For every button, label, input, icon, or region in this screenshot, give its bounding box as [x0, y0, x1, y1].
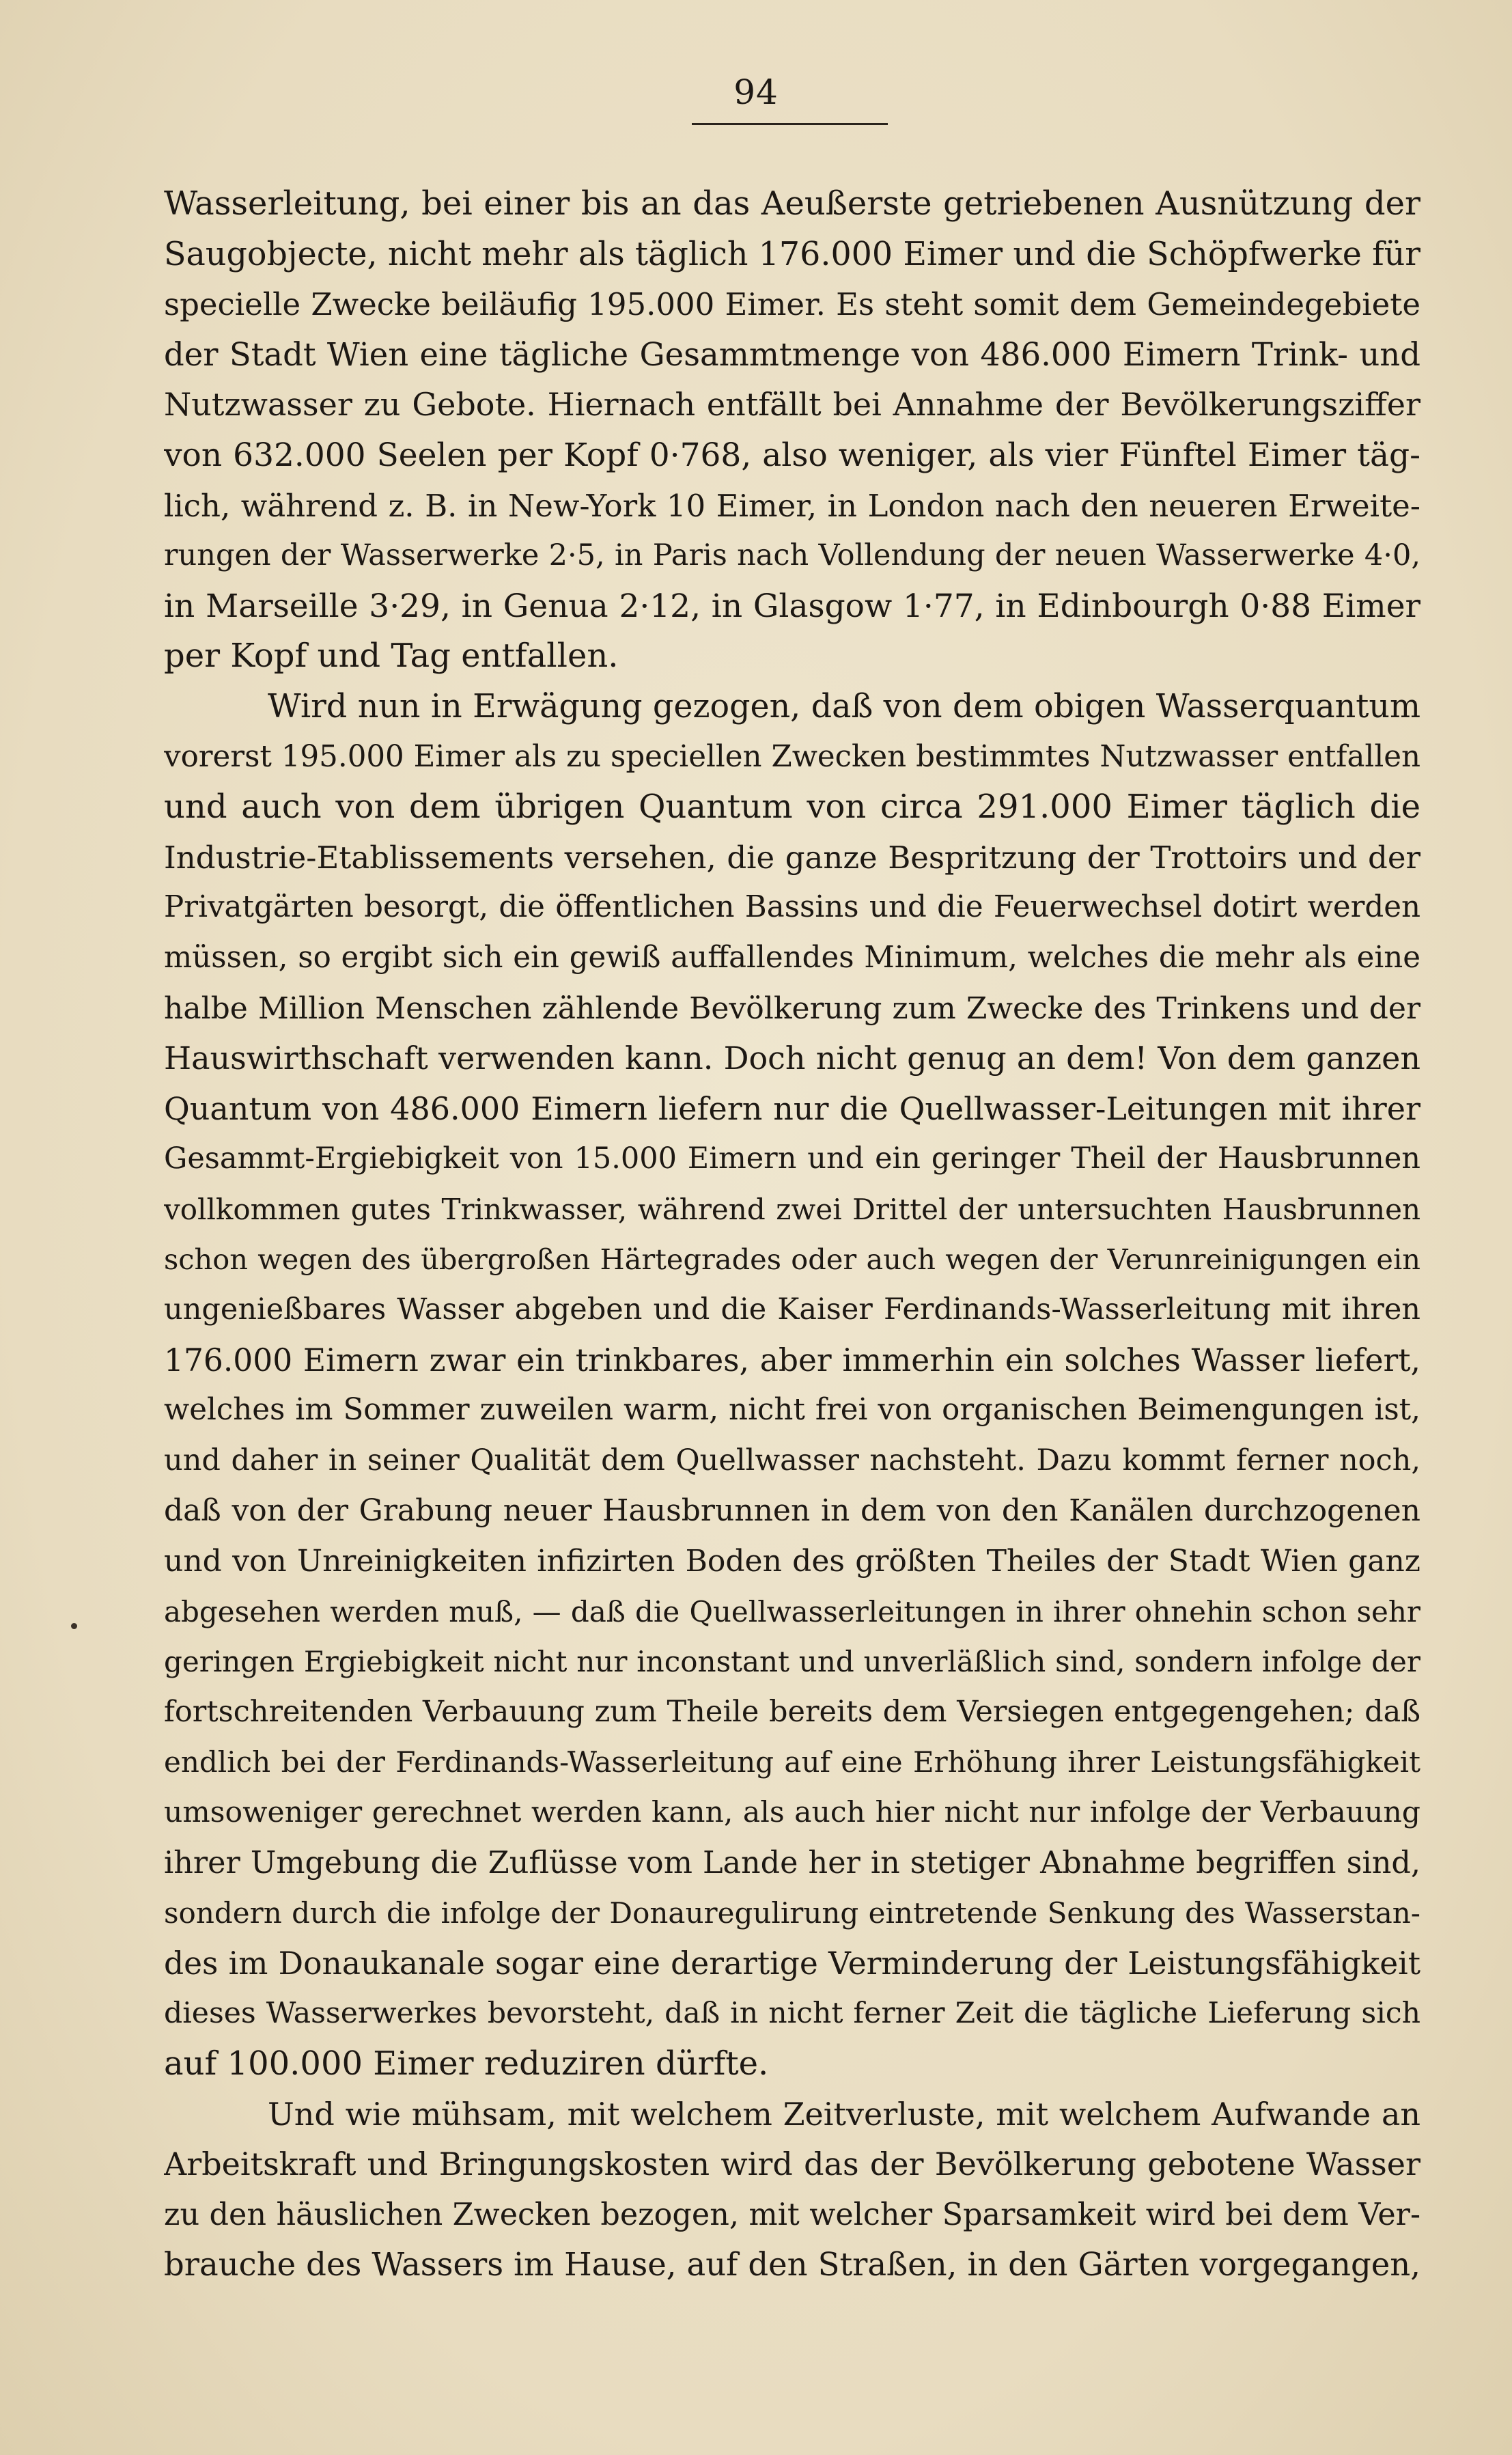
page-header: [0, 72, 1512, 112]
text-line: Privatgärten besorgt, die öffentlichen Bassins und die Feuerwechsel dotirt werden: [164, 890, 1420, 925]
text-line: lich, während z. B. in New-York 10 Eimer, in London nach den neueren Erweite-: [164, 487, 1420, 524]
text-line: schon wegen des übergroßen Härtegrades oder auch wegen der Verunreinigungen ein: [164, 1243, 1420, 1277]
text-line: Saugobjecte, nicht mehr als täglich 176.000 Eimer und die Schöpfwerke für: [164, 235, 1420, 273]
text-line: Nutzwasser zu Gebote. Hiernach entfällt bei Annahme der Bevölkerungsziffer: [164, 386, 1420, 424]
text-line: vollkommen gutes Trinkwasser, während zwei Drittel der untersuchten Hausbrunnen: [164, 1192, 1420, 1226]
text-line: abgesehen werden muß, — daß die Quellwasserleitungen in ihrer ohnehin schon sehr: [164, 1594, 1420, 1628]
text-line: endlich bei der Ferdinands-Wasserleitung auf eine Erhöhung ihrer Leistungsfähigkeit: [164, 1745, 1420, 1779]
text-line: vorerst 195.000 Eimer als zu speciellen Zwecken bestimmtes Nutzwasser entfallen: [164, 739, 1420, 774]
text-line: auf 100.000 Eimer reduziren dürfte.: [164, 2044, 769, 2083]
page-number: 94: [733, 72, 779, 112]
text-line: Quantum von 486.000 Eimern liefern nur die Quellwasser-Leitungen mit ihrer: [164, 1090, 1420, 1127]
text-line: brauche des Wassers im Hause, auf den Straßen, in den Gärten vorgegangen,: [164, 2246, 1420, 2284]
text-line: umsoweniger gerechnet werden kann, als auch hier nicht nur infolge der Verbauung: [164, 1796, 1420, 1829]
text-line: Hauswirthschaft verwenden kann. Doch nicht genug an dem! Von dem ganzen: [164, 1040, 1420, 1077]
text-line: Arbeitskraft und Bringungskosten wird das der Bevölkerung gebotene Wasser: [164, 2146, 1420, 2183]
text-line: des im Donaukanale sogar eine derartige Verminderung der Leistungsfähigkeit: [164, 1945, 1420, 1982]
text-line: müssen, so ergibt sich ein gewiß auffallendes Minimum, welches die mehr als eine: [164, 940, 1420, 975]
text-line: specielle Zwecke beiläufig 195.000 Eimer. Es steht somit dem Gemeindegebiete: [164, 286, 1420, 323]
text-line: und von Unreinigkeiten infizirten Boden des größten Theiles der Stadt Wien ganz: [164, 1544, 1420, 1579]
header-rule: [692, 123, 888, 125]
text-line: und daher in seiner Qualität dem Quellwasser nachsteht. Dazu kommt ferner noch,: [164, 1443, 1420, 1478]
text-line: zu den häuslichen Zwecken bezogen, mit welcher Sparsamkeit wird bei dem Ver-: [164, 2197, 1420, 2232]
text-line: in Marseille 3·29, in Genua 2·12, in Glasgow 1·77, in Edinbourgh 0·88 Eimer: [164, 587, 1420, 625]
text-line: Wird nun in Erwägung gezogen, daß von dem obigen Wasserquantum: [268, 687, 1420, 725]
text-line: dieses Wasserwerkes bevorsteht, daß in nicht ferner Zeit die tägliche Lieferung sich: [164, 1997, 1420, 2031]
text-line: fortschreitenden Verbauung zum Theile bereits dem Versiegen entgegengehen; daß: [164, 1694, 1420, 1729]
text-line: und auch von dem übrigen Quantum von circa 291.000 Eimer täglich die: [164, 788, 1420, 827]
text-line: ungenießbares Wasser abgeben und die Kaiser Ferdinands-Wasserleitung mit ihren: [164, 1292, 1420, 1327]
text-line: 176.000 Eimern zwar ein trinkbares, aber immerhin ein solches Wasser liefert,: [164, 1342, 1420, 1378]
text-line: rungen der Wasserwerke 2·5, in Paris nach Vollendung der neuen Wasserwerke 4·0,: [164, 538, 1420, 573]
text-line: Wasserleitung, bei einer bis an das Aeußerste getriebenen Ausnützung der: [164, 184, 1420, 223]
text-line: welches im Sommer zuweilen warm, nicht frei von organischen Beimengungen ist,: [164, 1393, 1420, 1428]
body-text: [164, 179, 1420, 2290]
text-line: geringen Ergiebigkeit nicht nur inconstant und unverläßlich sind, sondern infolge der: [164, 1645, 1420, 1679]
text-line: halbe Million Menschen zählende Bevölkerung zum Zwecke des Trinkens und der: [164, 990, 1420, 1026]
text-line: daß von der Grabung neuer Hausbrunnen in dem von den Kanälen durchzogenen: [164, 1493, 1420, 1529]
text-line: Industrie-Etablissements versehen, die ganze Bespritzung der Trottoirs und der: [164, 839, 1420, 876]
text-line: per Kopf und Tag entfallen.: [164, 637, 619, 676]
text-line: von 632.000 Seelen per Kopf 0·768, also weniger, als vier Fünftel Eimer täg-: [164, 436, 1420, 474]
text-line: sondern durch die infolge der Donauregulirung eintretende Senkung des Wasserstan-: [164, 1896, 1420, 1930]
margin-mark: [71, 1623, 77, 1629]
text-line: Und wie mühsam, mit welchem Zeitverluste, mit welchem Aufwande an: [268, 2095, 1420, 2133]
text-line: der Stadt Wien eine tägliche Gesammtmenge von 486.000 Eimern Trink- und: [164, 335, 1420, 373]
text-line: Gesammt-Ergiebigkeit von 15.000 Eimern und ein geringer Theil der Hausbrunnen: [164, 1141, 1420, 1176]
text-line: ihrer Umgebung die Zuflüsse vom Lande her in stetiger Abnahme begriffen sind,: [164, 1845, 1420, 1881]
